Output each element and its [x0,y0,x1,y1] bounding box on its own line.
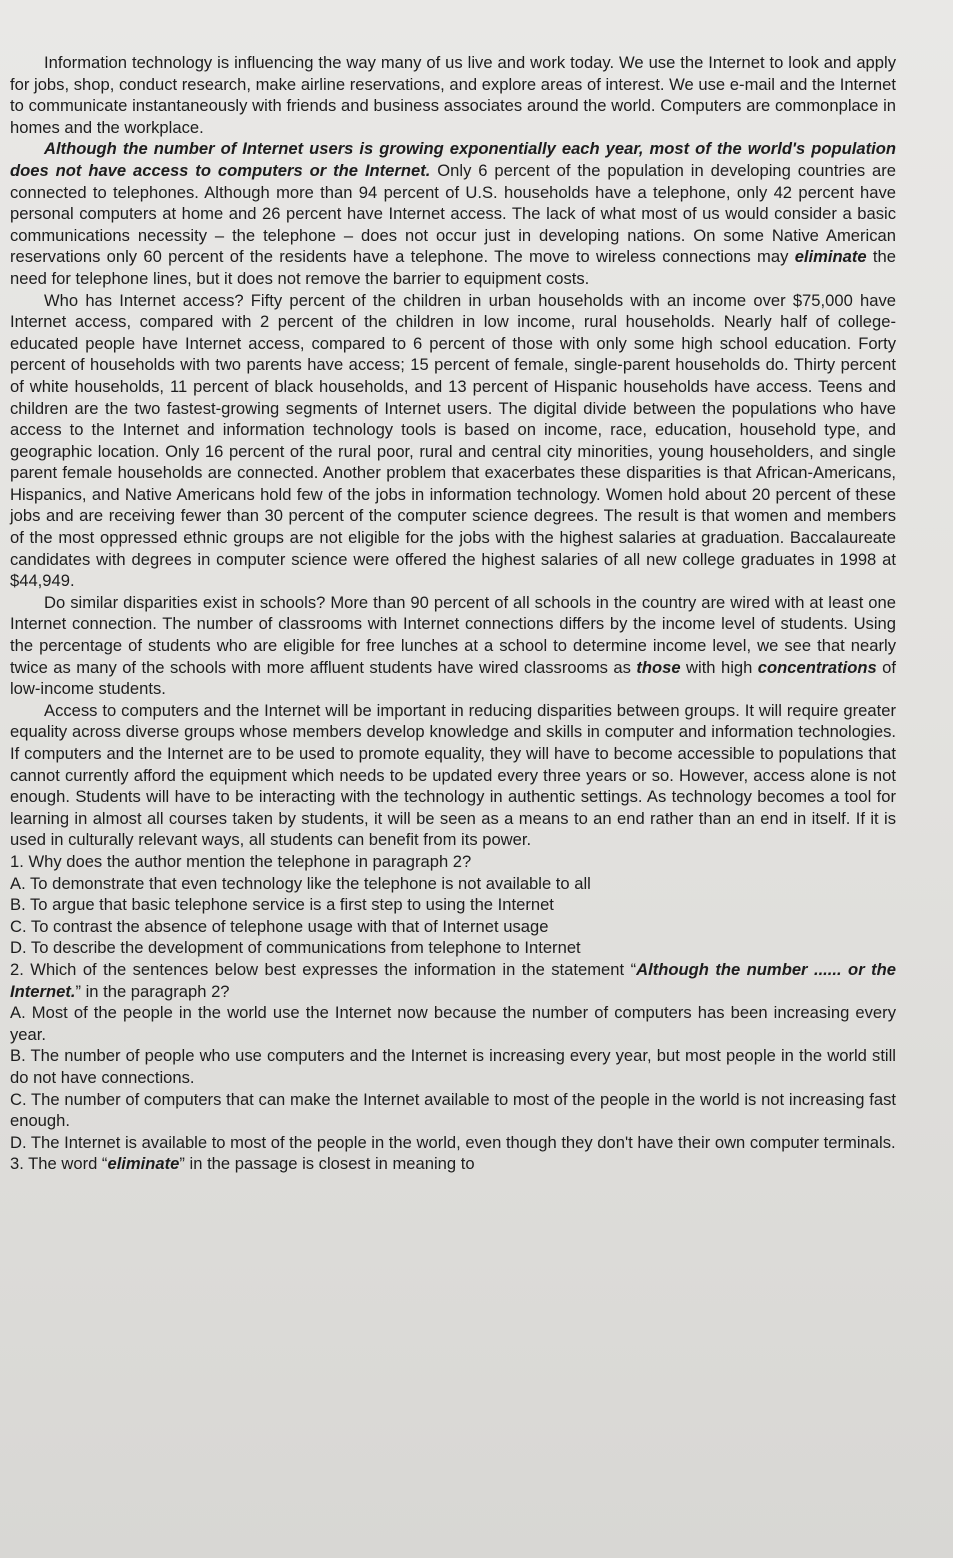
paragraph-1-text: Information technology is influencing the way many of us live and work today. We use the Internet to look and apply for jobs, shop, conduct research, make airline reservations, and explore areas of interest. We use e-mail and the Internet to communicate instantaneously with friends and business associates around the world. Computers are commonplace in homes and the workplace. [10,53,896,137]
paragraph-3 [10,290,896,592]
emphasis-those: those [636,657,681,677]
question-1 [10,851,896,959]
key-sentence: Although the number of Internet users is growing exponentially each year, most of the world's population does not have access to computers or the Internet. [10,139,896,180]
question-1-option-d[interactable]: D. To describe the development of communications from telephone to Internet [10,938,581,958]
reading-passage [10,52,896,1175]
paragraph-2 [10,138,896,289]
question-2-quoted-sentence: Although the number ...... or the Internet. [10,959,896,1001]
paragraph-2-text-b: the need for telephone lines, but it does not remove the barrier to equipment costs. [10,247,896,288]
paragraph-4-text-c: of low-income students. [10,657,896,699]
question-2-stem [10,959,896,1002]
question-2-option-a[interactable]: A. Most of the people in the world use the Internet now because the number of computers has been increasing every year. [10,1003,896,1044]
question-3-stem-a: 3. The word “ [10,1154,108,1174]
question-1-option-b[interactable]: B. To argue that basic telephone service is a first step to using the Internet [10,895,554,915]
question-3-stem [10,1153,896,1175]
question-1-option-c[interactable]: C. To contrast the absence of telephone usage with that of Internet usage [10,916,549,936]
question-2-option-b[interactable]: B. The number of people who use computers and the Internet is increasing every year, but most people in the world still do not have connections. [10,1046,896,1087]
paragraph-4-text-b: with high [680,657,758,677]
question-1-stem: 1. Why does the author mention the telephone in paragraph 2? [10,851,472,871]
paragraph-5 [10,700,896,851]
question-2-stem-b: ” in the paragraph 2? [75,981,230,1001]
paragraph-4 [10,592,896,700]
question-3-target-word: eliminate [107,1154,180,1174]
question-3-stem-b: ” in the passage is closest in meaning to [179,1154,475,1174]
target-word: eliminate [794,247,867,267]
question-2 [10,959,896,1153]
emphasis-concentrations: concentrations [757,657,877,677]
paragraph-3-text: Who has Internet access? Fifty percent of the children in urban households with an income over $75,000 have Internet access, compared with 2 percent of the children in low income, rural households. Nearly half of college-educated people have Internet access, compared to 6 percent of those with only some high school education. Forty percent of households with two parents have access; 15 percent of female, single-parent households do. Thirty percent of white households, 11 percent of black households, and 13 percent of Hispanic households have access. Teens and children are the two fastest-growing segments of Internet users. The digital divide between the populations who have access to the Internet and information technology tools is based on income, race, education, household type, and geographic location. Only 16 percent of the rural poor, rural and central city minorities, young householders, and single parent female households are connected. Another problem that exacerbates these disparities is that African-Americans, Hispanics, and Native Americans hold few of the jobs in information technology. Women hold about 20 percent of these jobs and are receiving fewer than 30 percent of the computer science degrees. The result is that women and members of the most oppressed ethnic groups are not eligible for the jobs with the highest salaries at graduation. Baccalaureate candidates with degrees in computer science were offered the highest salaries of all new college graduates in 1998 at $44,949. [10,290,896,591]
paragraph-1 [10,52,896,138]
question-3 [10,1153,896,1175]
paragraph-2-text-a: Only 6 percent of the population in developing countries are connected to telephones. Although more than 94 percent of U.S. households have a telephone, only 42 percent have personal computers at home and 26 percent have Internet access. The lack of what most of us would consider a basic communications necessity – the telephone – does not occur just in developing nations. On some Native American reservations only 60 percent of the residents have a telephone. The move to wireless connections may [10,160,896,267]
question-2-stem-a: 2. Which of the sentences below best expresses the information in the statement “ [10,959,637,979]
question-2-option-c[interactable]: C. The number of computers that can make the Internet available to most of the people in the world is not increasing fast enough. [10,1089,896,1131]
question-2-option-d[interactable]: D. The Internet is available to most of the people in the world, even though they don't have their own computer terminals. [10,1132,896,1152]
question-1-option-a[interactable]: A. To demonstrate that even technology like the telephone is not available to all [10,873,591,893]
paragraph-5-text: Access to computers and the Internet will be important in reducing disparities between groups. It will require greater equality across diverse groups whose members develop knowledge and skills in computer and information technologies. If computers and the Internet are to be used to promote equality, they will have to become accessible to populations that cannot currently afford the equipment which needs to be updated every three years or so. However, access alone is not enough. Students will have to be interacting with the technology in authentic settings. As technology becomes a tool for learning in almost all courses taken by students, it will be seen as a means to an end rather than an end in itself. If it is used in culturally relevant ways, all students can benefit from its power. [10,700,896,850]
paragraph-4-text-a: Do similar disparities exist in schools? More than 90 percent of all schools in the country are wired with at least one Internet connection. The number of classrooms with Internet connections differs by the income level of students. Using the percentage of students who are eligible for free lunches at a school to determine income level, we see that nearly twice as many of the schools with more affluent students have wired classrooms as [10,592,896,677]
